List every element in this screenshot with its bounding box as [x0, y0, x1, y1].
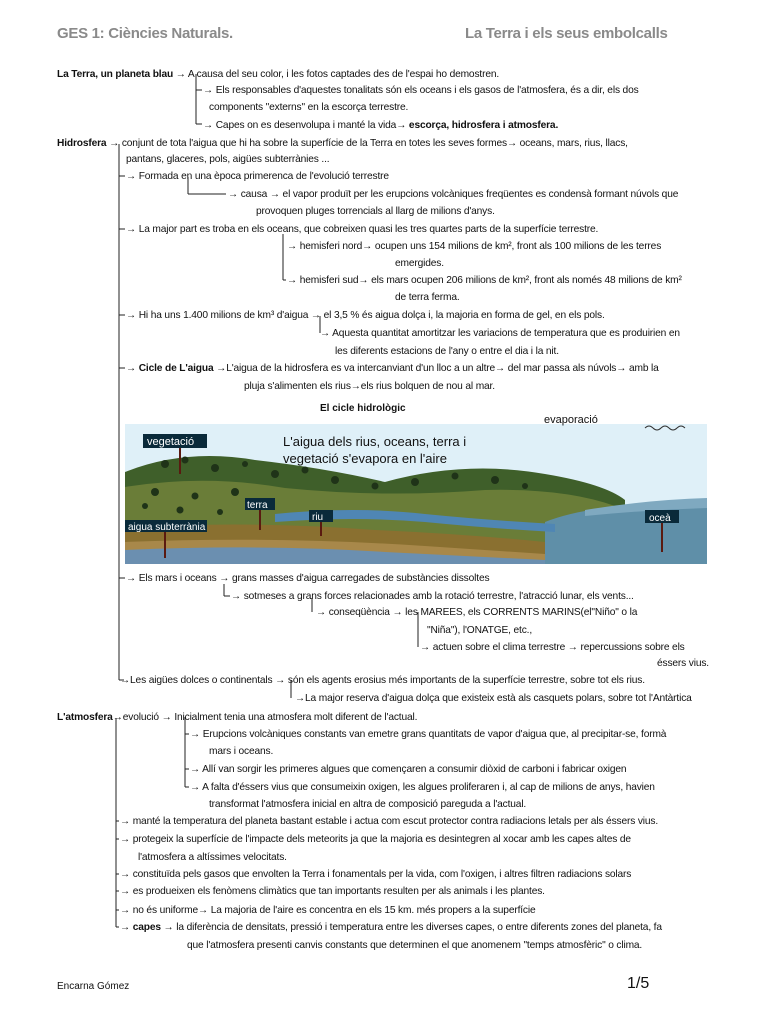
line-protegeix: → protegeix la superfície de l'impacte dels meteorits ja que la majoria es desintegren al xocar amb les capes altes de — [120, 834, 631, 845]
header-subject: GES 1: Ciències Naturals. — [57, 25, 233, 42]
text: → conjunt de tota l'aigua que hi ha sobre la superfície de la Terra en totes les seves formes→ oceans, mars, rius, llacs, — [106, 138, 628, 149]
line-hemisferi-sud: → hemisferi sud→ els mars ocupen 206 milions de km², front als només 48 milions de km² — [287, 275, 682, 286]
line-components: components "externs" en la escorça terrestre. — [209, 102, 409, 113]
label-riu: riu — [312, 512, 324, 523]
line-hemisferi-nord: → hemisferi nord→ ocupen uns 154 milions de km², front als 100 milions de les terres — [287, 241, 662, 252]
caption-line2: vegetació s'evapora en l'aire — [283, 451, 447, 466]
line-altissimes: l'atmosfera a altíssimes velocitats. — [138, 852, 287, 863]
line-no-uniforme: → no és uniforme→ La majoria de l'aire es concentra en els 15 km. més propers a la superfície — [120, 905, 536, 916]
line-formada: → Formada en una època primerenca de l'evolució terrestre — [126, 171, 389, 182]
line-mante: → manté la temperatura del planeta bastant estable i actua com escut protector contra radiacions letals per als éssers vius. — [120, 816, 659, 827]
line-major-part: → La major part es troba en els oceans, que cobreixen quasi les tres quartes parts de la superfície terrestre. — [126, 224, 599, 235]
label-evaporacio: evaporació — [544, 414, 598, 426]
label-aigua-subterrania: aigua subterrània — [128, 522, 206, 533]
header-topic: La Terra i els seus embolcalls — [465, 25, 668, 42]
line-mars-i-oceans: mars i oceans. — [209, 746, 274, 757]
line-transformat: transformat l'atmosfera inicial en altra de composició pareguda a l'actual. — [209, 799, 527, 810]
line-mars-oceans: → Els mars i oceans → grans masses d'aigua carregades de substàncies dissoltes — [126, 573, 490, 584]
line-falta-essers: → A falta d'éssers vius que consumeixin oxigen, les algues proliferaren i, al cap de milions de anys, havien — [190, 782, 655, 793]
diagram-title: El cicle hidrològic — [320, 403, 406, 414]
text: →L'aigua de la hidrosfera es va intercanviant d'un lloc a un altre→ del mar passa als núvols→ amb la — [213, 363, 659, 374]
line-essers-vius: éssers vius. — [657, 658, 709, 669]
label-terra: terra — [247, 500, 268, 511]
heading-terra-planeta-blau: La Terra, un planeta blau — [57, 69, 174, 80]
line-quantitat: → Aquesta quantitat amortitzar les variacions de temperatura que es produirien en — [320, 328, 680, 339]
line-fenomens: → es produeixen els fenòmens climàtics que tan importants resulten per als animals i les plantes. — [120, 886, 545, 897]
line-constituida: → constituïda pels gasos que envolten la Terra i fonamentals per la vida, com l'oxigen, i altres filtren radiacions solars — [120, 869, 632, 880]
line-emergides: emergides. — [395, 258, 444, 269]
line-consequencia: → conseqüència → les MAREES, els CORRENTS MARINS(el"Niño" o la — [316, 607, 638, 618]
line-terra-ferma: de terra ferma. — [395, 292, 460, 303]
text: → la diferència de densitats, pressió i temperatura entre les diverses capes, o entre diferents zones del planeta, fa — [160, 922, 662, 933]
label-vegetacio: vegetació — [147, 436, 195, 448]
line-pantans: pantans, glaceres, pols, aigües subterrànies ... — [126, 154, 330, 165]
heading-hidrosfera: Hidrosfera — [57, 138, 107, 149]
line-1400-milions: → Hi ha uns 1.400 milions de km³ d'aigua → el 3,5 % és aigua dolça i, la majoria en forma de gel, en els pols. — [126, 310, 605, 321]
line-reserva: →La major reserva d'aigua dolça que existeix està als casquets polars, sobre tot l'Antàrtica — [295, 693, 692, 704]
caption-line1: L'aigua dels rius, oceans, terra i — [283, 434, 467, 449]
line-nina: "Niña"), l'ONATGE, etc., — [427, 625, 533, 636]
text: → A causa del seu color, i les fotos captades des de l'espai ho demostren. — [173, 69, 500, 80]
line-causa: → causa → el vapor produït per les erupcions volcàniques freqüentes es condensà formant núvols que — [228, 189, 679, 200]
line-pluges: provoquen pluges torrencials al llarg de milions d'anys. — [256, 206, 495, 217]
line-algues: → Allí van sorgir les primeres algues que començaren a consumir diòxid de carboni i fabricar oxigen — [190, 764, 627, 775]
line-actuen: → actuen sobre el clima terrestre → repercussions sobre els — [420, 642, 685, 653]
heading-atmosfera: L'atmosfera — [57, 712, 113, 723]
line-aigues-dolces: →Les aigües dolces o continentals → són els agents erosius més importants de la superfície terrestre, sobre tot els rius. — [120, 675, 645, 686]
text: → Capes on es desenvolupa i manté la vida→ — [203, 120, 409, 131]
line-erupcions: → Erupcions volcàniques constants van emetre grans quantitats de vapor d'aigua que, al precipitar-se, formà — [190, 729, 667, 740]
label-ocea: oceà — [649, 513, 671, 524]
text: →evolució → Inicialment tenia una atmosfera molt diferent de l'actual. — [112, 712, 418, 723]
footer-page-number: 1/5 — [627, 975, 650, 992]
heading-cicle-aigua: → Cicle de L'aigua — [126, 363, 214, 374]
line-pluja: pluja s'alimenten els rius→els rius bolquen de nou al mar. — [244, 381, 495, 392]
bold-capes: escorça, hidrosfera i atmosfera. — [408, 120, 559, 131]
heading-capes: → capes — [120, 922, 161, 933]
line-sotmeses: → sotmeses a grans forces relacionades amb la rotació terrestre, l'atracció lunar, els vents... — [231, 591, 634, 602]
line-temps-atmosferic: que l'atmosfera presenti canvis constants que determinen el que anomenem "temps atmosfèric" o clima. — [187, 940, 643, 951]
footer-author: Encarna Gómez — [57, 981, 130, 992]
line-estacions: les diferents estacions de l'any o entre el dia i la nit. — [335, 346, 559, 357]
line-responsables: → Els responsables d'aquestes tonalitats són els oceans i els gasos de l'atmosfera, és a dir, els dos — [203, 85, 639, 96]
